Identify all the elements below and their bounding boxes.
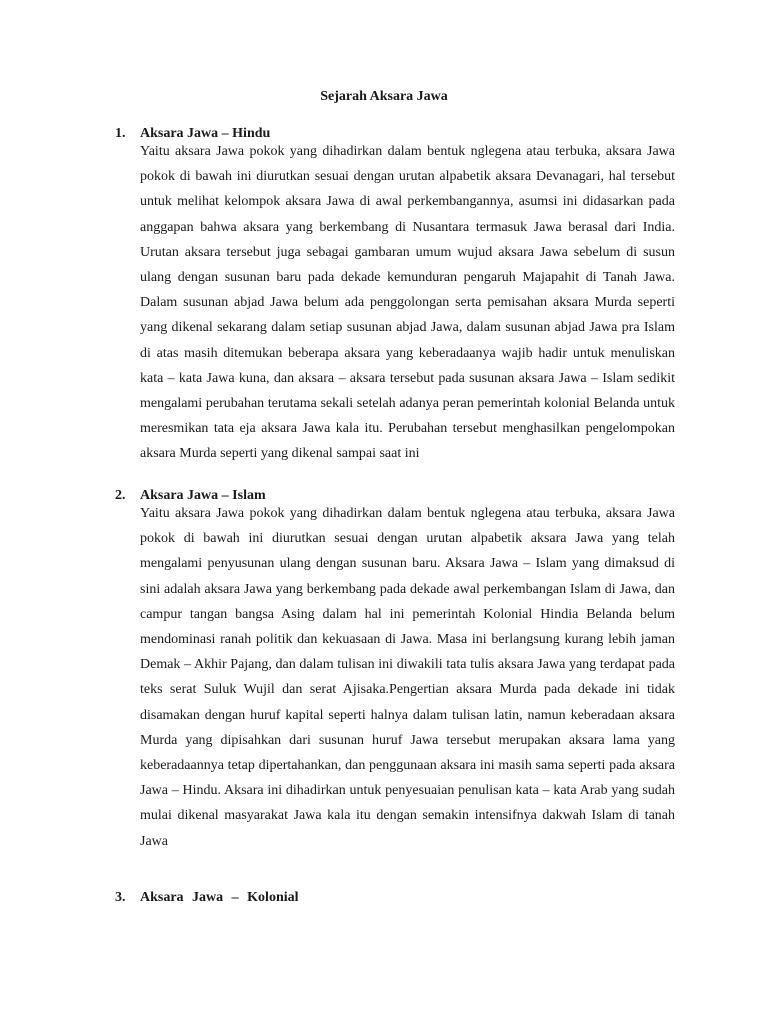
section-number: 3. bbox=[115, 890, 126, 905]
section-heading: Aksara Jawa – Kolonial bbox=[140, 890, 299, 905]
section-heading: Aksara Jawa – Islam bbox=[140, 488, 266, 503]
section-body: Yaitu aksara Jawa pokok yang dihadirkan dalam bentuk nglegena atau terbuka, aksara Jawa pokok di bawah ini diurutkan sesuai dengan urutan alpabetik aksara Devanagari, hal tersebut untuk melihat kelompok aksara Jawa di awal perkembangannya, asumsi ini didasarkan pada anggapan bahwa aksara yang berkembang di Nusantara termasuk Jawa berasal dari India. Urutan aksara tersebut juga sebagai gambaran umum wujud aksara Jawa sebelum di susun ulang dengan susunan baru pada dekade kemunduran pengaruh Majapahit di Tanah Jawa. Dalam susunan abjad Jawa belum ada penggolongan serta pemisahan aksara Murda seperti yang dikenal sekarang dalam setiap susunan abjad Jawa, dalam susunan abjad Jawa pra Islam di atas masih ditemukan beberapa aksara yang keberadaanya wajib hadir untuk menuliskan kata – kata Jawa kuna, dan aksara – aksara tersebut pada susunan aksara Jawa – Islam sedikit mengalami perubahan terutama sekali setelah adanya peran pemerintah kolonial Belanda untuk meresmikan tata eja aksara Jawa kala itu. Perubahan tersebut menghasilkan pengelompokan aksara Murda seperti yang dikenal sampai saat ini bbox=[140, 144, 675, 462]
section-number: 2. bbox=[115, 488, 126, 503]
section-heading: Aksara Jawa – Hindu bbox=[140, 126, 271, 141]
section-number: 1. bbox=[115, 126, 126, 141]
document-title: Sejarah Aksara Jawa bbox=[320, 89, 448, 104]
section-body: Yaitu aksara Jawa pokok yang dihadirkan dalam bentuk nglegena atau terbuka, aksara Jawa pokok di bawah ini diurutkan sesuai dengan urutan alpabetik aksara Jawa yang telah mengalami penyusunan ulang dengan susunan baru. Aksara Jawa – Islam yang dimaksud di sini adalah aksara Jawa yang berkembang pada dekade awal perkembangan Islam di Jawa, dan campur tangan bangsa Asing dalam hal ini pemerintah Kolonial Hindia Belanda belum mendominasi ranah politik dan kekuasaan di Jawa. Masa ini berlangsung kurang lebih jaman Demak – Akhir Pajang, dan dalam tulisan ini diwakili tata tulis aksara Jawa yang terdapat pada teks serat Suluk Wujil dan serat Ajisaka.Pengertian aksara Murda pada dekade ini tidak disamakan dengan huruf kapital seperti halnya dalam tulisan latin, namun keberadaan aksara Murda yang dipisahkan dari susunan huruf Jawa tersebut merupakan aksara lama yang keberadaannya tetap dipertahankan, dan penggunaan aksara ini masih sama seperti pada aksara Jawa – Hindu. Aksara ini dihadirkan untuk penyesuaian penulisan kata – kata Arab yang sudah mulai dikenal masyarakat Jawa kala itu dengan semakin intensifnya dakwah Islam di tanah Jawa bbox=[140, 506, 675, 849]
